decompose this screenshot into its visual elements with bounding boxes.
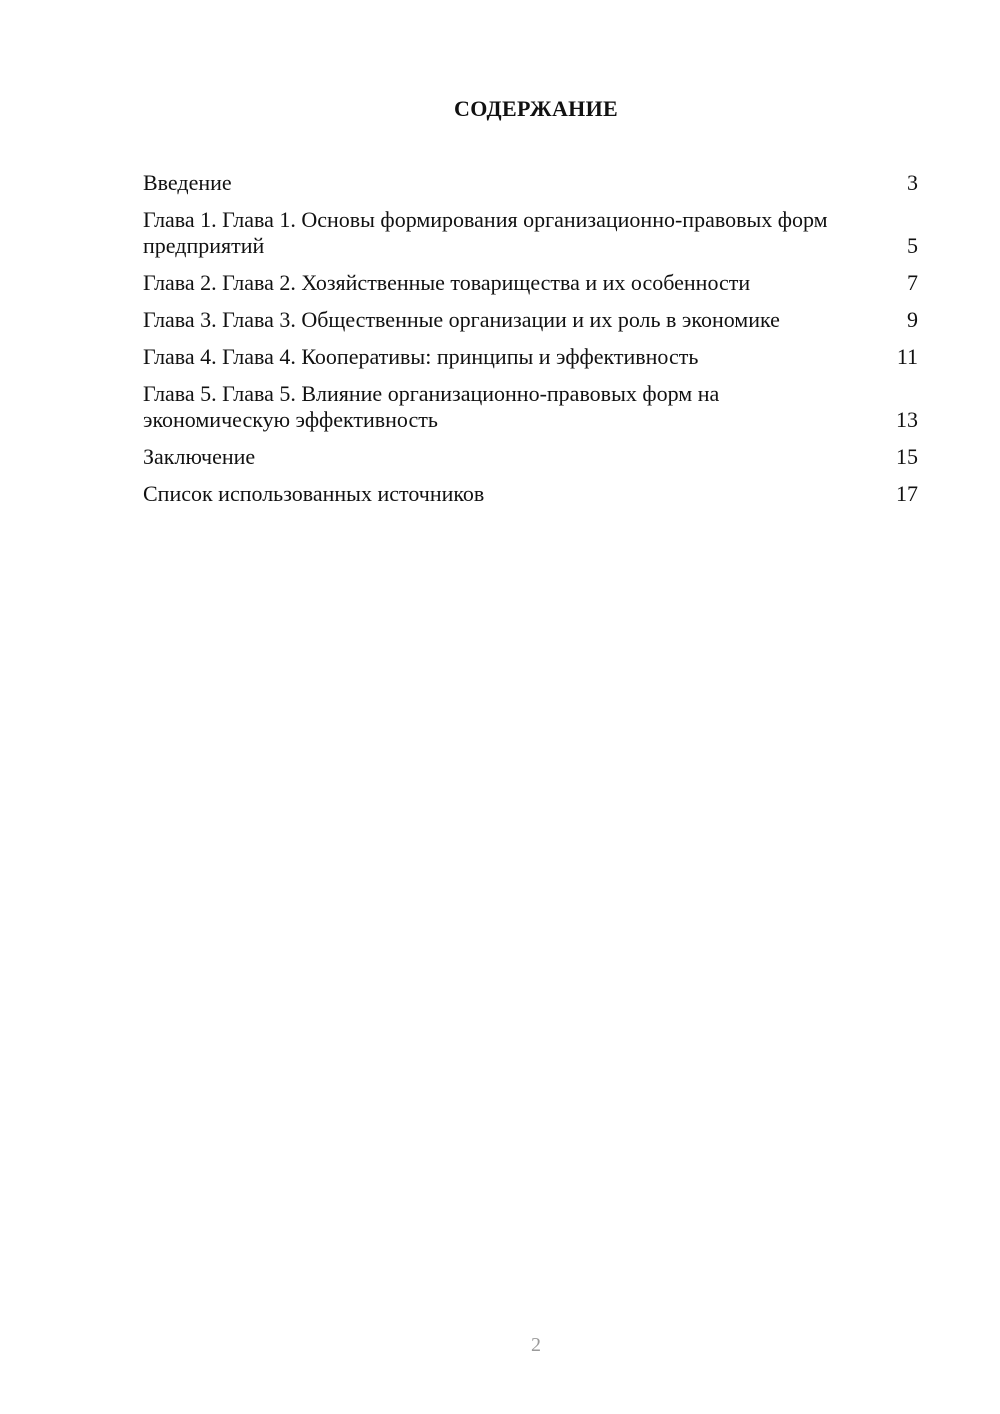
toc-entry-page: 9 <box>907 307 918 332</box>
toc-entry-page: 5 <box>907 233 918 258</box>
page-number: 2 <box>531 1334 541 1356</box>
toc-entry-chapter-4[interactable] <box>143 344 918 370</box>
toc-entry-text: Глава 4. Глава 4. Кооперативы: принципы и эффективность <box>143 344 699 369</box>
toc-entry-page: 15 <box>896 444 918 469</box>
toc-entry-text: Список использованных источников <box>143 481 485 506</box>
toc-entry-page: 11 <box>896 344 918 369</box>
toc-entry-references[interactable] <box>143 481 918 507</box>
toc-entry-page: 3 <box>907 170 918 195</box>
toc-entry-text: Глава 3. Глава 3. Общественные организации и их роль в экономике <box>143 307 780 332</box>
toc-entry-text: Глава 2. Глава 2. Хозяйственные товарищества и их особенности <box>143 270 751 295</box>
toc-entry-chapter-1[interactable] <box>143 207 918 259</box>
toc-entry-text: Введение <box>143 170 232 195</box>
toc-entry-page: 17 <box>896 481 918 506</box>
toc-entry-chapter-5[interactable] <box>143 381 918 433</box>
toc-entry-text: Глава 5. Глава 5. Влияние организационно-правовых форм на экономическую эффективность <box>143 381 720 432</box>
toc-entry-text: Заключение <box>143 444 256 469</box>
toc-entry-conclusion[interactable] <box>143 444 918 470</box>
toc-entry-page: 7 <box>907 270 918 295</box>
toc-entry-chapter-3[interactable] <box>143 307 918 333</box>
toc-entry-page: 13 <box>896 407 918 432</box>
toc-entry-introduction[interactable] <box>143 170 918 196</box>
toc-entry-text: Глава 1. Глава 1. Основы формирования организационно-правовых форм предприятий <box>143 207 828 258</box>
page-title: СОДЕРЖАНИЕ <box>454 96 618 121</box>
table-of-contents <box>143 170 918 518</box>
toc-entry-chapter-2[interactable] <box>143 270 918 296</box>
